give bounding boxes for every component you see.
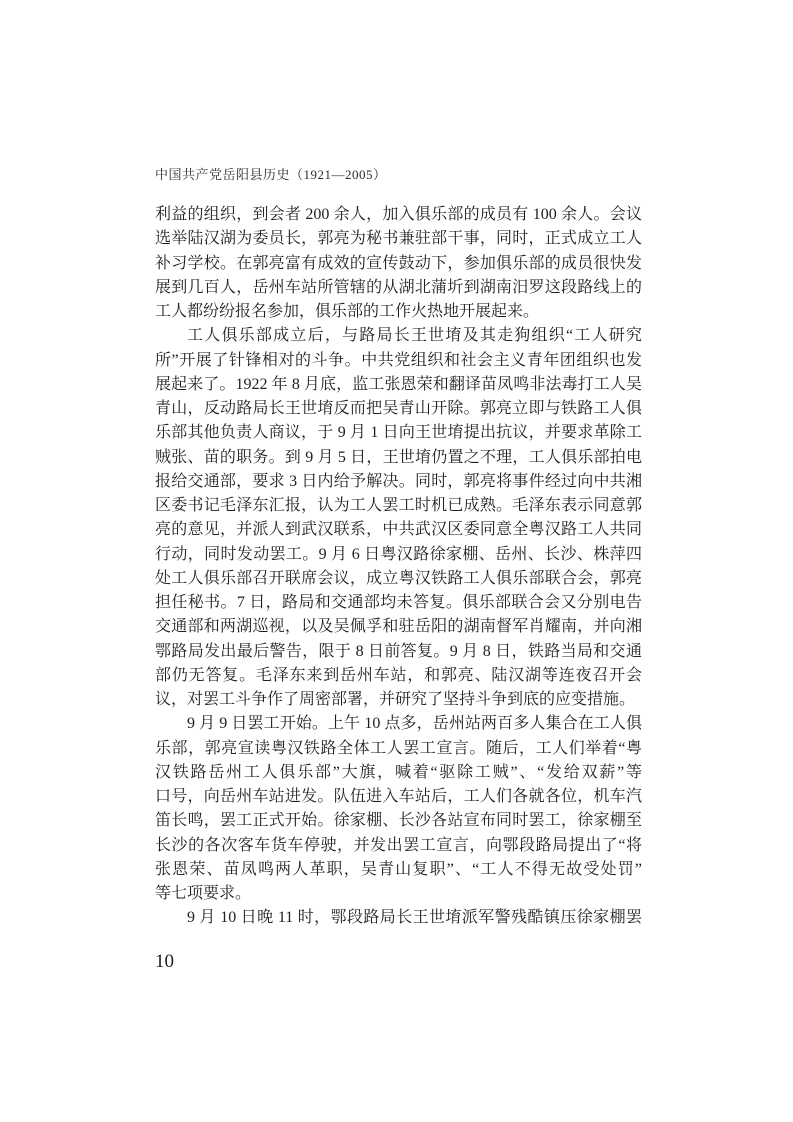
body-text xyxy=(155,203,642,931)
text-line: 行动，同时发动罢工。9 月 6 日粤汉路徐家棚、岳州、长沙、株萍四 xyxy=(155,545,642,563)
text-line: 所”开展了针锋相对的斗争。中共党组织和社会主义青年团组织也发 xyxy=(155,351,642,369)
text-line: 区委书记毛泽东汇报，认为工人罢工时机已成熟。毛泽东表示同意郭 xyxy=(155,497,642,514)
text-line: 报给交通部，要求 3 日内给予解决。同时，郭亮将事件经过向中共湘 xyxy=(155,472,642,490)
text-line: 展到几百人，岳州车站所管辖的从湖北蒲圻到湖南汨罗这段路线上的 xyxy=(155,278,642,296)
text-line: 长沙的各次客车货车停驶，并发出罢工宣言，向鄂段路局提出了“将 xyxy=(155,836,642,854)
text-line: 交通部和两湖巡视，以及吴佩孚和驻岳阳的湖南督军肖耀南，并向湘 xyxy=(155,618,642,636)
page-number: 10 xyxy=(155,951,174,972)
text-line: 鄂路局发出最后警告，限于 8 日前答复。9 月 8 日，铁路当局和交通 xyxy=(155,642,642,660)
text-line: 担任秘书。7 日，路局和交通部均未答复。俱乐部联合会又分别电告 xyxy=(155,594,642,611)
text-line: 议，对罢工斗争作了周密部署，并研究了坚持斗争到底的应变措施。 xyxy=(155,691,636,708)
text-line: 选举陆汉湖为委员长，郭亮为秘书兼驻部干事，同时，正式成立工人 xyxy=(155,230,642,248)
text-line: 利益的组织，到会者 200 余人，加入俱乐部的成员有 100 余人。会议 xyxy=(155,206,642,223)
text-line: 补习学校。在郭亮富有成效的宣传鼓动下，参加俱乐部的成员很快发 xyxy=(155,254,642,272)
paragraph xyxy=(155,712,642,906)
text-line: 贼张、苗的职务。到 9 月 5 日，王世堉仍置之不理，工人俱乐部拍电 xyxy=(155,448,642,466)
text-line: 张恩荣、苗凤鸣两人革职，吴青山复职”、“工人不得无故受处罚” xyxy=(155,860,642,878)
text-line: 工人俱乐部成立后，与路局长王世堉及其走狗组织“工人研究 xyxy=(187,327,642,345)
paragraph xyxy=(155,906,642,930)
text-line: 工人都纷纷报名参加，俱乐部的工作火热地开展起来。 xyxy=(155,303,540,320)
text-line: 等七项要求。 xyxy=(155,885,252,902)
paragraph xyxy=(155,203,642,324)
text-line: 9 月 10 日晚 11 时，鄂段路局长王世堉派军警残酷镇压徐家棚罢 xyxy=(187,909,642,927)
text-line: 口号，向岳州车站进发。队伍进入车站后，工人们各就各位，机车汽 xyxy=(155,788,642,805)
text-line: 9 月 9 日罢工开始。上午 10 点多，岳州站两百多人集合在工人俱 xyxy=(187,715,642,733)
text-line: 处工人俱乐部召开联席会议，成立粤汉铁路工人俱乐部联合会，郭亮 xyxy=(155,569,642,587)
text-line: 部仍无答复。毛泽东来到岳州车站，和郭亮、陆汉湖等连夜召开会 xyxy=(155,666,642,684)
text-line: 亮的意见，并派人到武汉联系，中共武汉区委同意全粤汉路工人共同 xyxy=(155,521,642,539)
text-line: 汉铁路岳州工人俱乐部”大旗，喊着“驱除工贼”、“发给双薪”等 xyxy=(155,763,642,781)
text-line: 青山，反动路局长王世堉反而把吴青山开除。郭亮立即与铁路工人俱 xyxy=(155,400,642,417)
running-title: 中国共产党岳阳县历史（1921—2005） xyxy=(155,167,387,182)
paragraph xyxy=(155,324,642,712)
text-line: 乐部其他负责人商议，于 9 月 1 日向王世堉提出抗议，并要求革除工 xyxy=(155,424,642,442)
text-line: 笛长鸣，罢工正式开始。徐家棚、长沙各站宣布同时罢工，徐家棚至 xyxy=(155,812,642,830)
text-line: 展起来了。1922 年 8 月底，监工张恩荣和翻译苗凤鸣非法毒打工人吴 xyxy=(155,375,642,393)
text-line: 乐部，郭亮宣读粤汉铁路全体工人罢工宣言。随后，工人们举着“粤 xyxy=(155,739,642,757)
